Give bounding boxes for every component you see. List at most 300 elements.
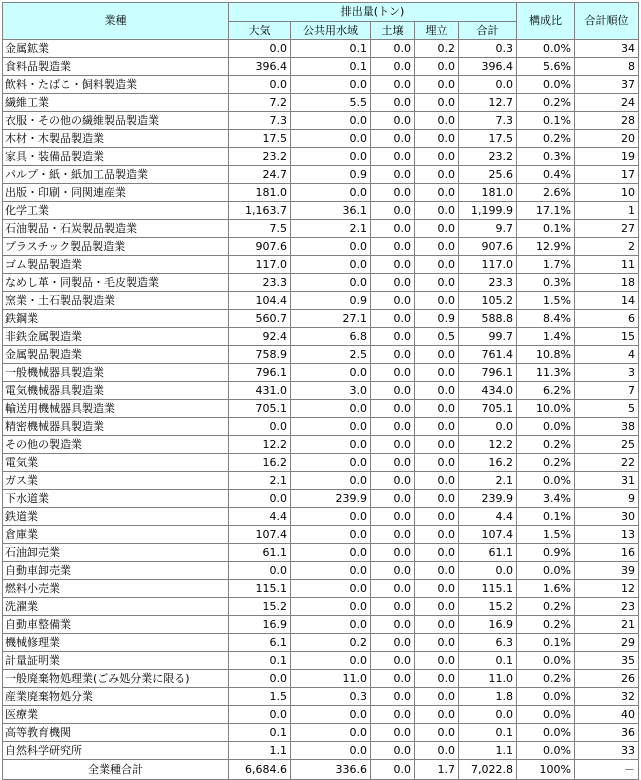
soil-cell: 0.0 [371, 76, 415, 94]
industry-cell: 木材・木製品製造業 [3, 130, 229, 148]
landfill-cell: 0.0 [415, 670, 459, 688]
air-cell: 16.2 [229, 454, 291, 472]
total-rank-cell: － [575, 760, 639, 780]
rank-cell: 17 [575, 166, 639, 184]
header-row-1 [3, 3, 639, 22]
sum-cell: 181.0 [459, 184, 517, 202]
soil-cell: 0.0 [371, 310, 415, 328]
ratio-cell: 5.6% [517, 58, 575, 76]
water-cell: 0.0 [291, 562, 371, 580]
sum-cell: 15.2 [459, 598, 517, 616]
soil-cell: 0.0 [371, 220, 415, 238]
ratio-cell: 0.0% [517, 652, 575, 670]
header-air: 大気 [229, 22, 291, 40]
soil-cell: 0.0 [371, 202, 415, 220]
industry-cell: 金属製品製造業 [3, 346, 229, 364]
air-cell: 16.9 [229, 616, 291, 634]
rank-cell: 25 [575, 436, 639, 454]
landfill-cell: 0.0 [415, 652, 459, 670]
table-row [3, 400, 639, 418]
rank-cell: 31 [575, 472, 639, 490]
landfill-cell: 0.0 [415, 742, 459, 760]
ratio-cell: 0.0% [517, 562, 575, 580]
table-row [3, 184, 639, 202]
air-cell: 0.1 [229, 652, 291, 670]
landfill-cell: 0.0 [415, 274, 459, 292]
rank-cell: 27 [575, 220, 639, 238]
water-cell: 0.0 [291, 184, 371, 202]
water-cell: 0.0 [291, 364, 371, 382]
air-cell: 181.0 [229, 184, 291, 202]
water-cell: 0.0 [291, 256, 371, 274]
table-row [3, 148, 639, 166]
rank-cell: 2 [575, 238, 639, 256]
landfill-cell: 0.0 [415, 400, 459, 418]
soil-cell: 0.0 [371, 634, 415, 652]
landfill-cell: 0.0 [415, 688, 459, 706]
water-cell: 2.1 [291, 220, 371, 238]
water-cell: 5.5 [291, 94, 371, 112]
ratio-cell: 0.1% [517, 508, 575, 526]
air-cell: 6.1 [229, 634, 291, 652]
ratio-cell: 10.8% [517, 346, 575, 364]
landfill-cell: 0.0 [415, 58, 459, 76]
landfill-cell: 0.0 [415, 616, 459, 634]
table-row [3, 418, 639, 436]
air-cell: 7.3 [229, 112, 291, 130]
sum-cell: 99.7 [459, 328, 517, 346]
ratio-cell: 0.1% [517, 220, 575, 238]
sum-cell: 0.0 [459, 706, 517, 724]
rank-cell: 40 [575, 706, 639, 724]
industry-cell: プラスチック製品製造業 [3, 238, 229, 256]
table-row [3, 76, 639, 94]
industry-cell: 金属鉱業 [3, 40, 229, 58]
soil-cell: 0.0 [371, 274, 415, 292]
industry-cell: 自動車整備業 [3, 616, 229, 634]
industry-cell: ガス業 [3, 472, 229, 490]
industry-cell: 出版・印刷・同関連産業 [3, 184, 229, 202]
soil-cell: 0.0 [371, 652, 415, 670]
ratio-cell: 0.0% [517, 742, 575, 760]
landfill-cell: 0.0 [415, 544, 459, 562]
water-cell: 0.0 [291, 580, 371, 598]
air-cell: 1.5 [229, 688, 291, 706]
table-row [3, 706, 639, 724]
water-cell: 0.3 [291, 688, 371, 706]
landfill-cell: 0.0 [415, 490, 459, 508]
industry-cell: 食料品製造業 [3, 58, 229, 76]
table-row [3, 364, 639, 382]
table-row [3, 688, 639, 706]
ratio-cell: 0.0% [517, 76, 575, 94]
ratio-cell: 0.2% [517, 454, 575, 472]
air-cell: 0.0 [229, 418, 291, 436]
rank-cell: 19 [575, 148, 639, 166]
sum-cell: 0.1 [459, 652, 517, 670]
water-cell: 0.1 [291, 40, 371, 58]
industry-cell: 石油卸売業 [3, 544, 229, 562]
sum-cell: 115.1 [459, 580, 517, 598]
sum-cell: 12.7 [459, 94, 517, 112]
industry-cell: 窯業・土石製品製造業 [3, 292, 229, 310]
sum-cell: 1,199.9 [459, 202, 517, 220]
total-sum-cell: 7,022.8 [459, 760, 517, 780]
industry-cell: 石油製品・石炭製品製造業 [3, 220, 229, 238]
rank-cell: 3 [575, 364, 639, 382]
industry-cell: 家具・装備品製造業 [3, 148, 229, 166]
rank-cell: 29 [575, 634, 639, 652]
soil-cell: 0.0 [371, 148, 415, 166]
sum-cell: 796.1 [459, 364, 517, 382]
table-row [3, 202, 639, 220]
water-cell: 0.0 [291, 616, 371, 634]
water-cell: 0.9 [291, 292, 371, 310]
industry-cell: 鉄道業 [3, 508, 229, 526]
air-cell: 92.4 [229, 328, 291, 346]
sum-cell: 23.3 [459, 274, 517, 292]
table-row [3, 130, 639, 148]
soil-cell: 0.0 [371, 58, 415, 76]
landfill-cell: 0.0 [415, 436, 459, 454]
landfill-cell: 0.0 [415, 472, 459, 490]
table-row [3, 238, 639, 256]
ratio-cell: 0.0% [517, 472, 575, 490]
landfill-cell: 0.0 [415, 724, 459, 742]
total-air-cell: 6,684.6 [229, 760, 291, 780]
industry-cell: 化学工業 [3, 202, 229, 220]
rank-cell: 12 [575, 580, 639, 598]
industry-cell: 医療業 [3, 706, 229, 724]
ratio-cell: 8.4% [517, 310, 575, 328]
rank-cell: 23 [575, 598, 639, 616]
header-emission-group: 排出量(トン) [229, 3, 517, 22]
industry-cell: 計量証明業 [3, 652, 229, 670]
water-cell: 0.0 [291, 418, 371, 436]
rank-cell: 14 [575, 292, 639, 310]
soil-cell: 0.0 [371, 346, 415, 364]
emissions-table [2, 2, 639, 780]
ratio-cell: 0.0% [517, 724, 575, 742]
sum-cell: 117.0 [459, 256, 517, 274]
sum-cell: 588.8 [459, 310, 517, 328]
industry-cell: なめし革・同製品・毛皮製造業 [3, 274, 229, 292]
rank-cell: 39 [575, 562, 639, 580]
ratio-cell: 0.3% [517, 148, 575, 166]
ratio-cell: 1.5% [517, 292, 575, 310]
ratio-cell: 0.2% [517, 436, 575, 454]
ratio-cell: 1.4% [517, 328, 575, 346]
landfill-cell: 0.2 [415, 40, 459, 58]
soil-cell: 0.0 [371, 472, 415, 490]
table-row [3, 256, 639, 274]
air-cell: 117.0 [229, 256, 291, 274]
air-cell: 705.1 [229, 400, 291, 418]
rank-cell: 6 [575, 310, 639, 328]
water-cell: 0.0 [291, 508, 371, 526]
industry-cell: ゴム製品製造業 [3, 256, 229, 274]
landfill-cell: 0.0 [415, 598, 459, 616]
water-cell: 0.0 [291, 400, 371, 418]
soil-cell: 0.0 [371, 436, 415, 454]
industry-cell: その他の製造業 [3, 436, 229, 454]
landfill-cell: 0.0 [415, 526, 459, 544]
sum-cell: 396.4 [459, 58, 517, 76]
sum-cell: 0.0 [459, 418, 517, 436]
landfill-cell: 0.0 [415, 706, 459, 724]
table-row [3, 274, 639, 292]
landfill-cell: 0.0 [415, 364, 459, 382]
water-cell: 0.0 [291, 706, 371, 724]
table-row [3, 112, 639, 130]
landfill-cell: 0.0 [415, 382, 459, 400]
landfill-cell: 0.0 [415, 76, 459, 94]
air-cell: 104.4 [229, 292, 291, 310]
soil-cell: 0.0 [371, 94, 415, 112]
rank-cell: 15 [575, 328, 639, 346]
ratio-cell: 12.9% [517, 238, 575, 256]
rank-cell: 32 [575, 688, 639, 706]
soil-cell: 0.0 [371, 382, 415, 400]
rank-cell: 18 [575, 274, 639, 292]
table-row [3, 220, 639, 238]
water-cell: 0.0 [291, 454, 371, 472]
sum-cell: 107.4 [459, 526, 517, 544]
rank-cell: 35 [575, 652, 639, 670]
landfill-cell: 0.0 [415, 508, 459, 526]
sum-cell: 0.0 [459, 76, 517, 94]
water-cell: 27.1 [291, 310, 371, 328]
landfill-cell: 0.5 [415, 328, 459, 346]
rank-cell: 20 [575, 130, 639, 148]
landfill-cell: 0.0 [415, 418, 459, 436]
water-cell: 0.0 [291, 130, 371, 148]
ratio-cell: 3.4% [517, 490, 575, 508]
water-cell: 36.1 [291, 202, 371, 220]
water-cell: 0.1 [291, 58, 371, 76]
water-cell: 0.0 [291, 544, 371, 562]
table-row [3, 40, 639, 58]
soil-cell: 0.0 [371, 364, 415, 382]
rank-cell: 34 [575, 40, 639, 58]
rank-cell: 36 [575, 724, 639, 742]
rank-cell: 11 [575, 256, 639, 274]
water-cell: 6.8 [291, 328, 371, 346]
table-row [3, 490, 639, 508]
sum-cell: 16.9 [459, 616, 517, 634]
rank-cell: 21 [575, 616, 639, 634]
soil-cell: 0.0 [371, 418, 415, 436]
air-cell: 796.1 [229, 364, 291, 382]
soil-cell: 0.0 [371, 742, 415, 760]
industry-cell: 鉄鋼業 [3, 310, 229, 328]
sum-cell: 0.1 [459, 724, 517, 742]
rank-cell: 16 [575, 544, 639, 562]
soil-cell: 0.0 [371, 688, 415, 706]
air-cell: 0.0 [229, 706, 291, 724]
sum-cell: 2.1 [459, 472, 517, 490]
sum-cell: 12.2 [459, 436, 517, 454]
table-row [3, 724, 639, 742]
soil-cell: 0.0 [371, 40, 415, 58]
soil-cell: 0.0 [371, 184, 415, 202]
soil-cell: 0.0 [371, 562, 415, 580]
air-cell: 0.0 [229, 670, 291, 688]
table-row [3, 742, 639, 760]
ratio-cell: 0.4% [517, 166, 575, 184]
sum-cell: 1.1 [459, 742, 517, 760]
air-cell: 61.1 [229, 544, 291, 562]
landfill-cell: 0.0 [415, 184, 459, 202]
soil-cell: 0.0 [371, 598, 415, 616]
soil-cell: 0.0 [371, 166, 415, 184]
ratio-cell: 17.1% [517, 202, 575, 220]
ratio-cell: 0.2% [517, 670, 575, 688]
air-cell: 107.4 [229, 526, 291, 544]
soil-cell: 0.0 [371, 670, 415, 688]
industry-cell: 自然科学研究所 [3, 742, 229, 760]
ratio-cell: 0.0% [517, 706, 575, 724]
table-row [3, 670, 639, 688]
water-cell: 0.2 [291, 634, 371, 652]
soil-cell: 0.0 [371, 328, 415, 346]
industry-cell: 一般機械器具製造業 [3, 364, 229, 382]
landfill-cell: 0.0 [415, 256, 459, 274]
ratio-cell: 0.1% [517, 634, 575, 652]
sum-cell: 761.4 [459, 346, 517, 364]
rank-cell: 1 [575, 202, 639, 220]
table-row [3, 58, 639, 76]
soil-cell: 0.0 [371, 490, 415, 508]
rank-cell: 26 [575, 670, 639, 688]
table-row [3, 616, 639, 634]
industry-cell: 繊維工業 [3, 94, 229, 112]
industry-cell: 高等教育機関 [3, 724, 229, 742]
air-cell: 24.7 [229, 166, 291, 184]
header-landfill: 埋立 [415, 22, 459, 40]
table-row [3, 94, 639, 112]
table-row [3, 652, 639, 670]
industry-cell: 機械修理業 [3, 634, 229, 652]
table-row [3, 562, 639, 580]
rank-cell: 10 [575, 184, 639, 202]
landfill-cell: 0.0 [415, 112, 459, 130]
header-sum: 合計 [459, 22, 517, 40]
rank-cell: 9 [575, 490, 639, 508]
table-row [3, 598, 639, 616]
soil-cell: 0.0 [371, 616, 415, 634]
soil-cell: 0.0 [371, 508, 415, 526]
table-row [3, 634, 639, 652]
landfill-cell: 0.0 [415, 580, 459, 598]
rank-cell: 5 [575, 400, 639, 418]
table-row [3, 382, 639, 400]
air-cell: 23.3 [229, 274, 291, 292]
table-row [3, 310, 639, 328]
rank-cell: 33 [575, 742, 639, 760]
air-cell: 758.9 [229, 346, 291, 364]
landfill-cell: 0.0 [415, 292, 459, 310]
ratio-cell: 1.7% [517, 256, 575, 274]
sum-cell: 9.7 [459, 220, 517, 238]
landfill-cell: 0.0 [415, 148, 459, 166]
air-cell: 0.0 [229, 40, 291, 58]
total-ratio-cell: 100% [517, 760, 575, 780]
industry-cell: 自動車卸売業 [3, 562, 229, 580]
table-row [3, 472, 639, 490]
industry-cell: 衣服・その他の繊維製品製造業 [3, 112, 229, 130]
sum-cell: 239.9 [459, 490, 517, 508]
water-cell: 239.9 [291, 490, 371, 508]
sum-cell: 17.5 [459, 130, 517, 148]
sum-cell: 6.3 [459, 634, 517, 652]
industry-cell: 産業廃棄物処分業 [3, 688, 229, 706]
total-row [3, 760, 639, 780]
water-cell: 11.0 [291, 670, 371, 688]
soil-cell: 0.0 [371, 706, 415, 724]
soil-cell: 0.0 [371, 580, 415, 598]
air-cell: 1,163.7 [229, 202, 291, 220]
air-cell: 115.1 [229, 580, 291, 598]
landfill-cell: 0.0 [415, 202, 459, 220]
industry-cell: 下水道業 [3, 490, 229, 508]
header-ratio: 構成比 [517, 3, 575, 40]
industry-cell: 電気業 [3, 454, 229, 472]
sum-cell: 11.0 [459, 670, 517, 688]
landfill-cell: 0.0 [415, 454, 459, 472]
sum-cell: 61.1 [459, 544, 517, 562]
landfill-cell: 0.0 [415, 346, 459, 364]
rank-cell: 22 [575, 454, 639, 472]
air-cell: 15.2 [229, 598, 291, 616]
ratio-cell: 0.3% [517, 274, 575, 292]
sum-cell: 7.3 [459, 112, 517, 130]
air-cell: 0.1 [229, 724, 291, 742]
water-cell: 0.0 [291, 238, 371, 256]
header-soil: 土壌 [371, 22, 415, 40]
landfill-cell: 0.0 [415, 220, 459, 238]
table-row [3, 580, 639, 598]
header-industry: 業種 [3, 3, 229, 40]
rank-cell: 37 [575, 76, 639, 94]
ratio-cell: 0.2% [517, 616, 575, 634]
ratio-cell: 0.0% [517, 688, 575, 706]
sum-cell: 105.2 [459, 292, 517, 310]
air-cell: 396.4 [229, 58, 291, 76]
air-cell: 7.2 [229, 94, 291, 112]
air-cell: 560.7 [229, 310, 291, 328]
sum-cell: 23.2 [459, 148, 517, 166]
air-cell: 907.6 [229, 238, 291, 256]
rank-cell: 38 [575, 418, 639, 436]
water-cell: 2.5 [291, 346, 371, 364]
soil-cell: 0.0 [371, 256, 415, 274]
soil-cell: 0.0 [371, 526, 415, 544]
ratio-cell: 0.2% [517, 94, 575, 112]
air-cell: 4.4 [229, 508, 291, 526]
sum-cell: 25.6 [459, 166, 517, 184]
total-label: 全業種合計 [3, 760, 229, 780]
table-body [3, 40, 639, 780]
landfill-cell: 0.0 [415, 238, 459, 256]
header-water: 公共用水域 [291, 22, 371, 40]
landfill-cell: 0.0 [415, 94, 459, 112]
table-row [3, 526, 639, 544]
rank-cell: 8 [575, 58, 639, 76]
industry-cell: 洗濯業 [3, 598, 229, 616]
soil-cell: 0.0 [371, 544, 415, 562]
soil-cell: 0.0 [371, 454, 415, 472]
